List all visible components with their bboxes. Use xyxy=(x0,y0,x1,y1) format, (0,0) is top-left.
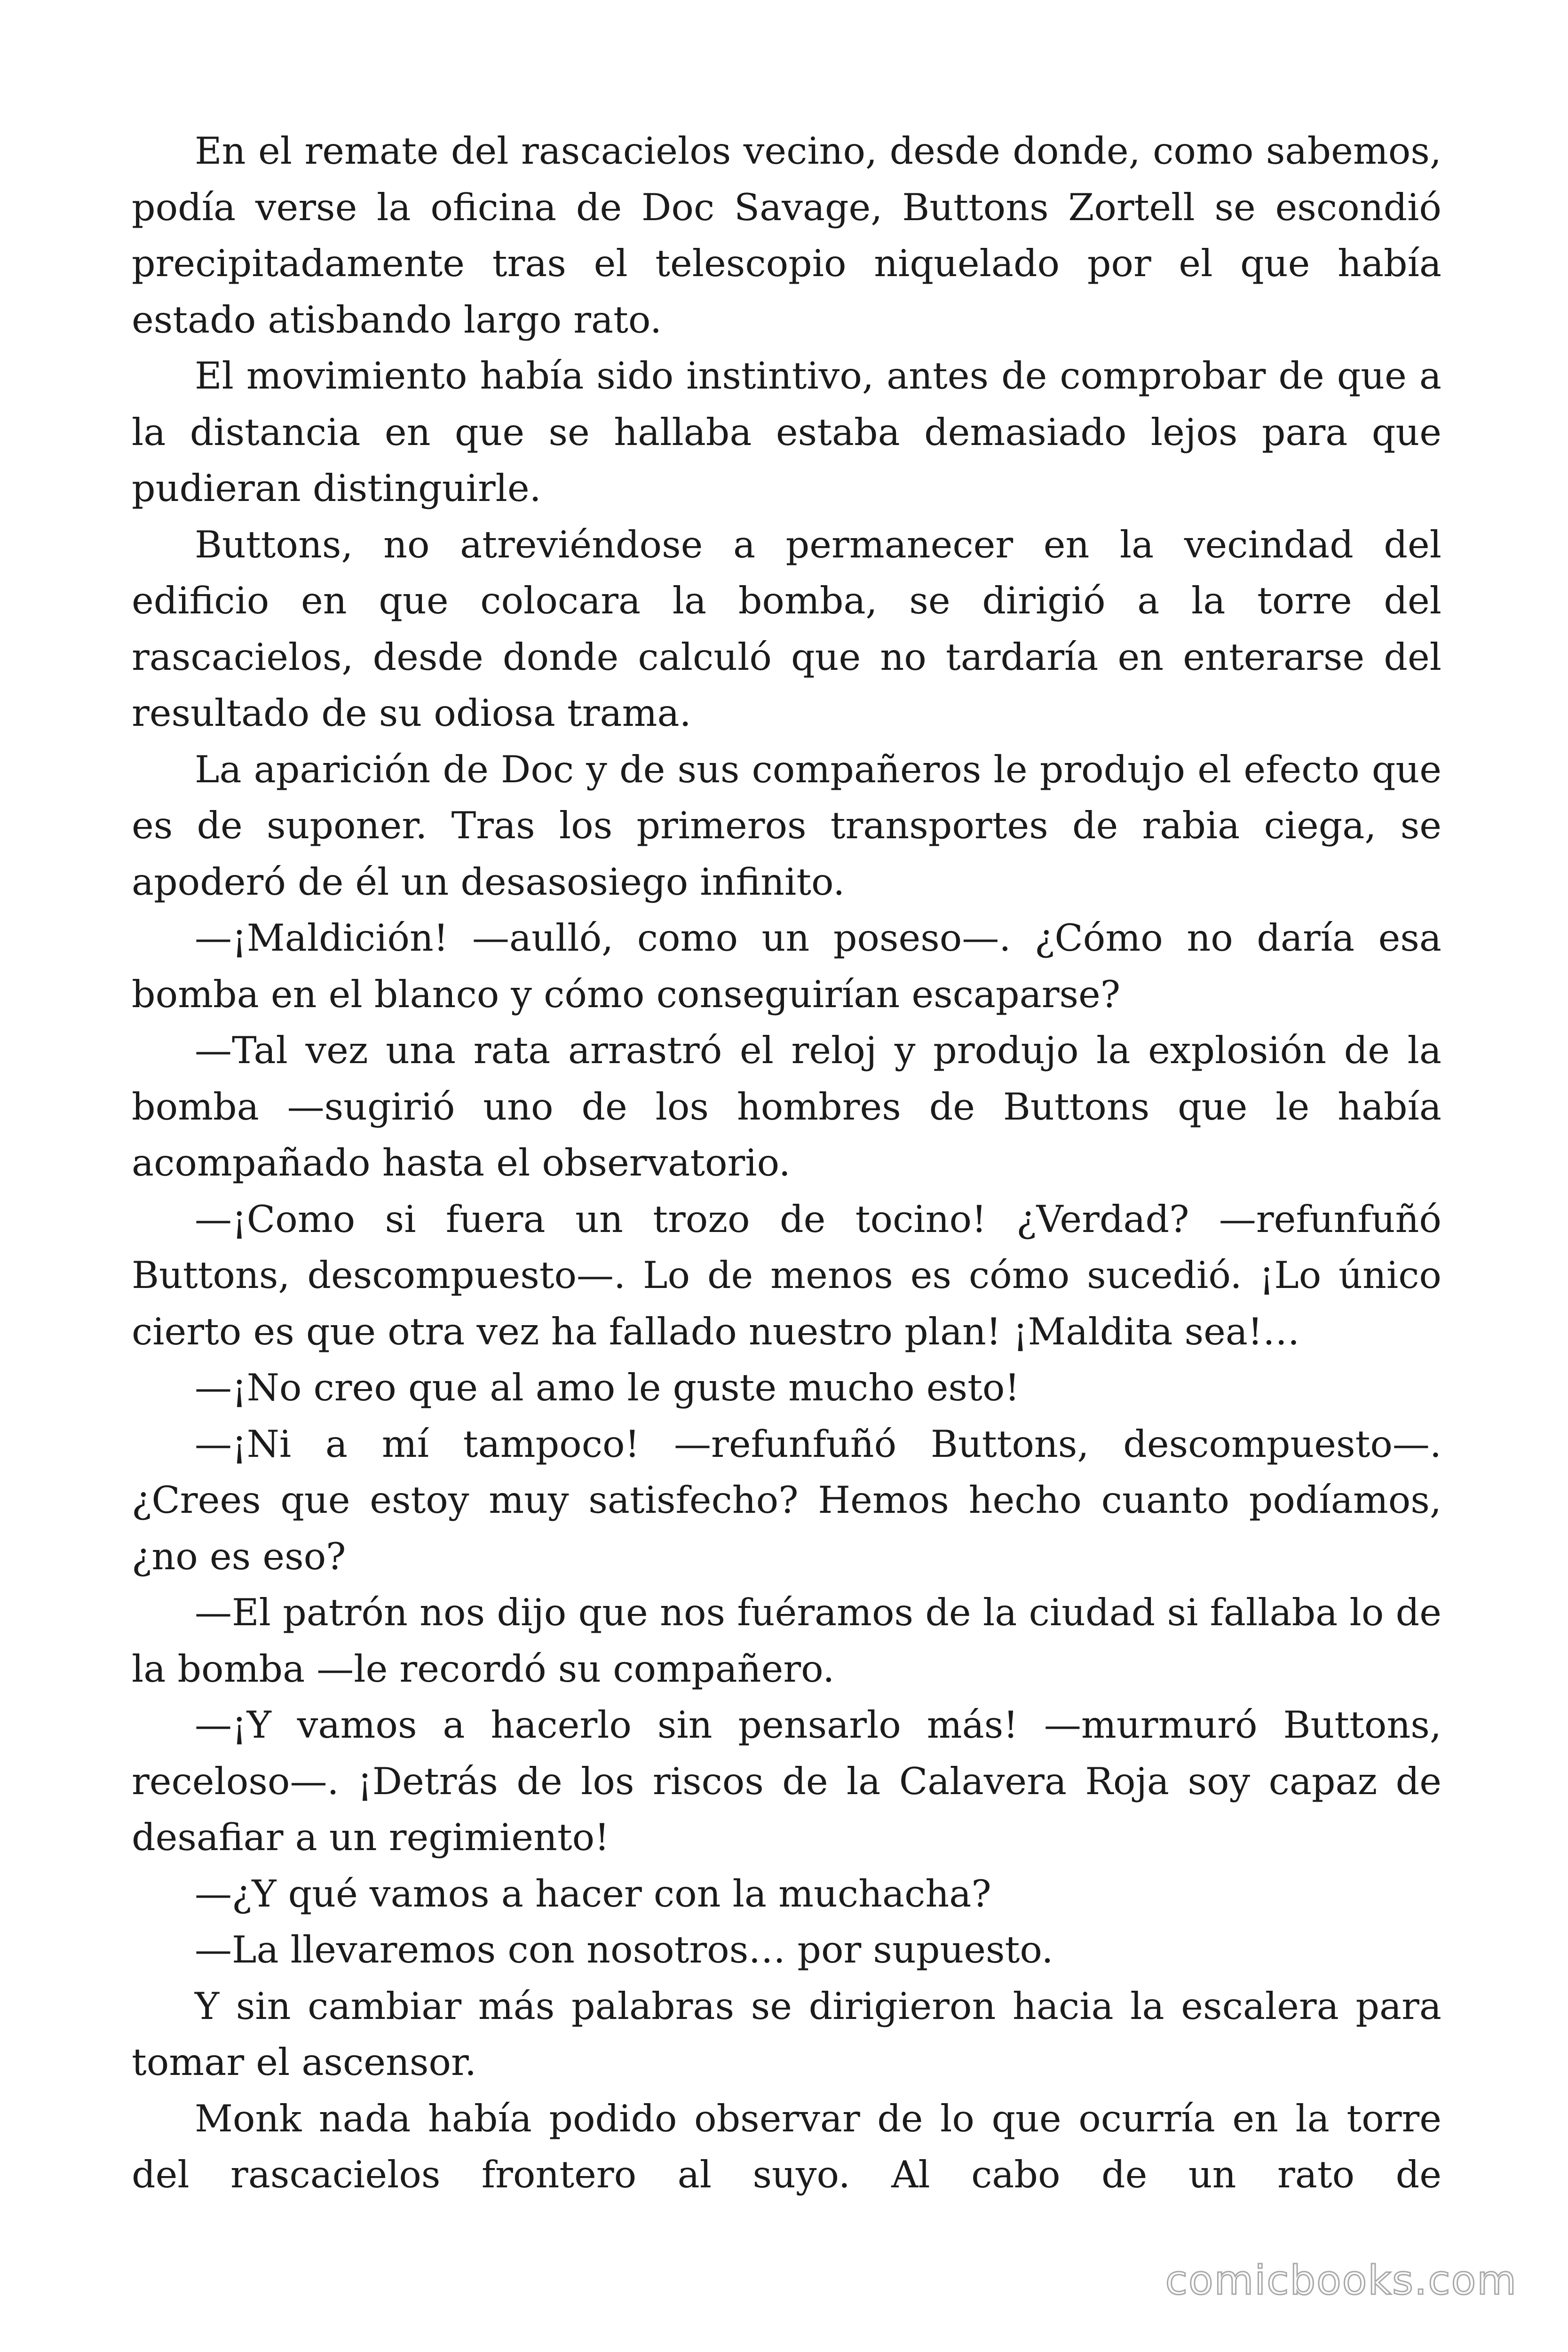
paragraph: El movimiento había sido instintivo, antes de comprobar de que a la distancia en que se hallaba estaba demasiado lejos para que pudieran distinguirle. xyxy=(132,354,1441,510)
dialogue-paragraph: —Tal vez una rata arrastró el reloj y produjo la explosión de la bomba —sugirió uno de los hombres de Buttons que le había acompañado hasta el observatorio. xyxy=(132,1029,1441,1184)
paragraph: Buttons, no atreviéndose a permanecer en la vecindad del edificio en que colocara la bomba, se dirigió a la torre del rascacielos, desde donde calculó que no tardaría en enterarse del resultado de su odiosa trama. xyxy=(132,523,1441,735)
paragraph: En el remate del rascacielos vecino, desde donde, como sabemos, podía verse la oficina de Doc Savage, Buttons Zortell se escondió precipitadamente tras el telescopio niquelado por el que había estado atisbando largo rato. xyxy=(132,129,1441,342)
dialogue-paragraph: —¿Y qué vamos a hacer con la muchacha? xyxy=(195,1872,991,1915)
dialogue-paragraph: —¡Como si fuera un trozo de tocino! ¿Verdad? —refunfuñó Buttons, descompuesto—. Lo de menos es cómo sucedió. ¡Lo único cierto es que otra vez ha fallado nuestro plan! ¡Maldita sea!… xyxy=(132,1197,1441,1353)
dialogue-paragraph: —El patrón nos dijo que nos fuéramos de la ciudad si fallaba lo de la bomba —le recordó su compañero. xyxy=(132,1591,1441,1691)
dialogue-paragraph: —¡Y vamos a hacerlo sin pensarlo más! —murmuró Buttons, receloso—. ¡Detrás de los riscos de la Calavera Roja soy capaz de desafiar a un regimiento! xyxy=(132,1703,1441,1859)
paragraph: Y sin cambiar más palabras se dirigieron hacia la escalera para tomar el ascensor. xyxy=(132,1984,1441,2084)
dialogue-paragraph: —La llevaremos con nosotros… por supuesto. xyxy=(195,1928,1053,1971)
paragraph-continued: Monk nada había podido observar de lo que ocurría en la torre del rascacielos frontero al suyo. Al cabo de un rato de xyxy=(132,2097,1441,2196)
dialogue-paragraph: —¡Maldición! —aulló, como un poseso—. ¿Cómo no daría esa bomba en el blanco y cómo conseguirían escaparse? xyxy=(132,916,1441,1016)
paragraph: La aparición de Doc y de sus compañeros le produjo el efecto que es de suponer. Tras los primeros transportes de rabia ciega, se apoderó de él un desasosiego infinito. xyxy=(132,747,1441,904)
dialogue-paragraph: —¡Ni a mí tampoco! —refunfuñó Buttons, descompuesto—. ¿Crees que estoy muy satisfecho? Hemos hecho cuanto podíamos, ¿no es eso? xyxy=(132,1422,1441,1578)
dialogue-paragraph: —¡No creo que al amo le guste mucho esto! xyxy=(195,1366,1020,1409)
page-text xyxy=(132,123,1441,2203)
watermark: comicbooks.com xyxy=(1165,2257,1517,2304)
